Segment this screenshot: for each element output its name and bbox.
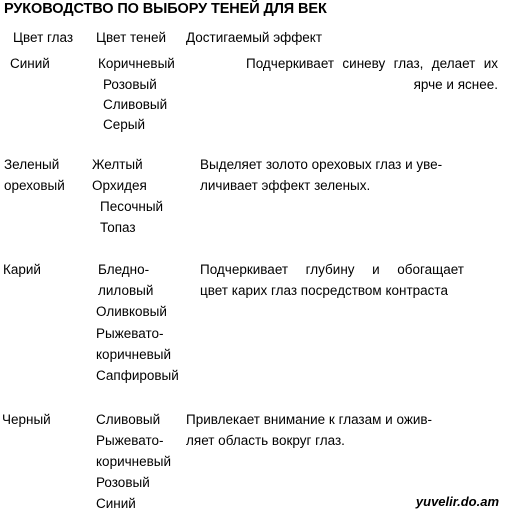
row-blue-shadow-3: Сливовый — [103, 97, 168, 112]
row-green-eye-1: Зеленый — [4, 157, 60, 172]
row-blue-eye: Синий — [10, 56, 50, 71]
row-green-shadow-1: Желтый — [92, 157, 143, 172]
row-green-eye-2: ореховый — [4, 178, 65, 193]
row-black-shadow-5: Синий — [96, 496, 136, 511]
row-green-shadow-3: Песочный — [100, 199, 164, 214]
row-black-eye: Черный — [2, 412, 51, 427]
header-effect: Достигаемый эффект — [186, 30, 323, 45]
header-eye-color: Цвет глаз — [13, 30, 74, 45]
row-green-effect-2: личивает эффект зеленых. — [200, 178, 371, 193]
row-brown-shadow-2: лиловый — [98, 283, 154, 298]
row-green-effect-1: Выделяет золото ореховых глаз и уве- — [200, 157, 443, 172]
page-title: РУКОВОДСТВО ПО ВЫБОРУ ТЕНЕЙ ДЛЯ ВЕК — [4, 1, 327, 17]
row-blue-shadow-1: Коричневый — [98, 56, 175, 71]
row-green-shadow-2: Орхидея — [92, 178, 147, 193]
row-brown-shadow-3: Оливковый — [96, 304, 167, 319]
row-brown-effect-1: Подчеркивает глубину и обогащает — [200, 262, 464, 277]
header-shadow-color: Цвет теней — [96, 30, 167, 45]
row-brown-eye: Карий — [3, 262, 41, 277]
row-brown-shadow-1: Бледно- — [98, 262, 150, 277]
row-brown-shadow-4: Рыжевато- — [96, 326, 164, 341]
watermark: yuvelir.do.am — [415, 494, 499, 509]
row-black-shadow-3: коричневый — [96, 454, 172, 469]
row-blue-shadow-4: Серый — [103, 117, 146, 132]
row-brown-effect-2: цвет карих глаз посредством контраста — [200, 283, 448, 298]
row-black-shadow-2: Рыжевато- — [96, 433, 164, 448]
row-black-shadow-1: Сливовый — [96, 412, 161, 427]
row-black-effect-1: Привлекает внимание к глазам и ожив- — [186, 412, 433, 427]
row-black-shadow-4: Розовый — [96, 475, 150, 490]
row-blue-shadow-2: Розовый — [103, 77, 157, 92]
row-green-shadow-4: Топаз — [100, 220, 136, 235]
row-brown-shadow-5: коричневый — [96, 347, 172, 362]
row-black-effect-2: ляет область вокруг глаз. — [186, 433, 345, 448]
row-blue-effect-1: Подчеркивает синеву глаз, делает их — [246, 56, 498, 71]
row-blue-effect-2: ярче и яснее. — [413, 77, 498, 92]
row-brown-shadow-6: Сапфировый — [96, 368, 179, 383]
